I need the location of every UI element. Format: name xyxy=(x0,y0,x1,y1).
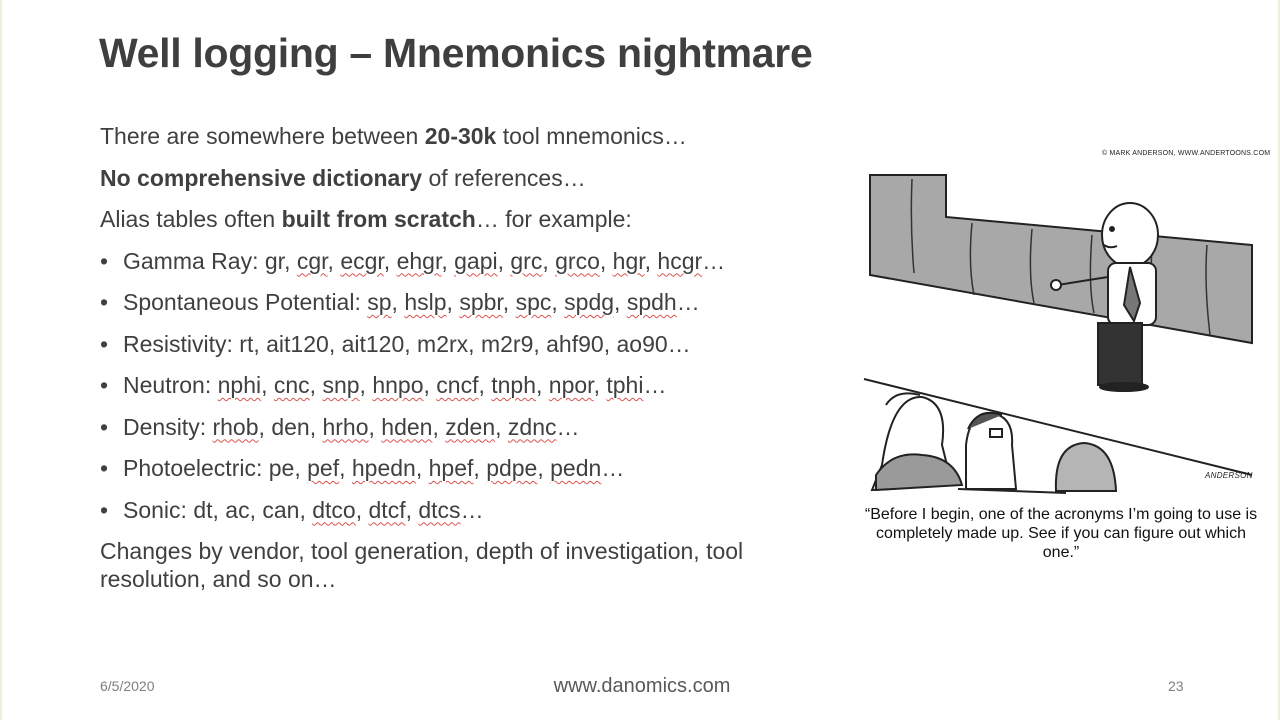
slide-body xyxy=(100,116,820,593)
mnemonic-term: sp xyxy=(367,289,392,315)
cartoon-wall xyxy=(870,175,1252,343)
mnemonic-term: m2r9 xyxy=(480,330,534,357)
mnemonic-term: zdnc xyxy=(507,413,557,440)
mnemonic-term: grc xyxy=(510,247,543,274)
mnemonic-item: • Neutron: nphi, cnc, snp, hnpo, cncf, tnph, npor, tphi… xyxy=(100,365,820,407)
intro-text: of references… xyxy=(422,164,586,191)
mnemonic-term: can xyxy=(262,496,300,523)
footer-date: 6/5/2020 xyxy=(100,678,155,694)
cartoon-caption: “Before I begin, one of the acronyms I’m going to use is completely made up. See if you can figure out which one.” xyxy=(864,506,1258,561)
mnemonic-term: hden xyxy=(381,413,433,440)
cartoon-signature: ANDERSON xyxy=(1205,471,1253,480)
mnemonic-term: dtco xyxy=(312,496,356,523)
intro-line-2 xyxy=(100,158,820,200)
mnemonic-term: hslp xyxy=(404,289,447,315)
intro-text: Alias tables often xyxy=(100,206,282,232)
intro-bold: built from scratch xyxy=(281,206,476,232)
mnemonic-term: ao90 xyxy=(616,330,668,357)
mnemonic-term: gr xyxy=(264,247,285,274)
mnemonic-term: zden xyxy=(445,413,496,440)
slide-title: Well logging – Mnemonics nightmare xyxy=(99,30,813,76)
mnemonic-term: spc xyxy=(515,289,552,315)
mnemonic-item: • Spontaneous Potential: sp, hslp, spbr, spc, spdg, spdh… xyxy=(100,282,820,324)
mnemonic-term: rhob xyxy=(212,413,259,440)
mnemonic-term: pe xyxy=(268,455,295,481)
mnemonic-term: m2rx xyxy=(417,330,469,357)
mnemonic-term: ait120 xyxy=(341,330,405,357)
mnemonic-term: dtcf xyxy=(368,496,406,523)
mnemonic-term: dt xyxy=(193,496,213,523)
mnemonic-label: Gamma Ray: xyxy=(123,247,259,274)
mnemonic-label: Spontaneous Potential: xyxy=(123,289,361,315)
intro-bold: 20-30k xyxy=(424,123,497,149)
mnemonic-item: • Sonic: dt, ac, can, dtco, dtcf, dtcs… xyxy=(100,490,820,532)
intro-text: tool mnemonics… xyxy=(496,123,687,149)
mnemonic-term: ehgr xyxy=(396,247,442,274)
mnemonic-term: hnpo xyxy=(372,372,424,398)
mnemonic-term: rt xyxy=(239,330,254,357)
mnemonic-term: cgr xyxy=(296,247,328,274)
mnemonic-term: hcgr xyxy=(657,247,703,274)
mnemonic-item: • Resistivity: rt, ait120, ait120, m2rx, m2r9, ahf90, ao90… xyxy=(100,324,820,366)
page-number: 23 xyxy=(1168,678,1184,694)
mnemonic-term: spbr xyxy=(459,289,503,315)
mnemonic-term: pedn xyxy=(550,455,602,481)
mnemonic-label: Density: xyxy=(123,413,207,440)
mnemonic-label: Neutron: xyxy=(123,372,212,398)
intro-line-3 xyxy=(100,199,820,241)
mnemonic-term: dtcs xyxy=(418,496,461,523)
mnemonic-term: ahf90 xyxy=(546,330,604,357)
mnemonic-item: • Photoelectric: pe, pef, hpedn, hpef, pdpe, pedn… xyxy=(100,448,820,490)
mnemonic-label: Resistivity: xyxy=(123,330,233,357)
mnemonic-item: • Density: rhob, den, hrho, hden, zden, zdnc… xyxy=(100,407,820,449)
mnemonic-list xyxy=(100,241,820,532)
mnemonic-term: hpedn xyxy=(351,455,416,481)
mnemonic-term: spdh xyxy=(626,289,677,315)
mnemonic-term: hpef xyxy=(428,455,474,481)
mnemonic-term: pdpe xyxy=(486,455,538,481)
mnemonic-term: grco xyxy=(555,247,600,274)
footer-url: www.danomics.com xyxy=(553,675,731,697)
mnemonic-term: pef xyxy=(307,455,340,481)
mnemonic-term: ait120 xyxy=(266,330,329,357)
mnemonic-term: tphi xyxy=(606,372,644,398)
mnemonic-term: nphi xyxy=(217,372,262,398)
intro-text: … for example: xyxy=(475,206,632,232)
mnemonic-label: Sonic: xyxy=(123,496,187,523)
mnemonic-term: ac xyxy=(225,496,250,523)
cartoon-copyright: © MARK ANDERSON, WWW.ANDERTOONS.COM xyxy=(1102,150,1271,157)
mnemonic-term: ecgr xyxy=(340,247,384,274)
mnemonic-term: hrho xyxy=(322,413,369,440)
mnemonic-term: spdg xyxy=(564,289,615,315)
mnemonic-term: hgr xyxy=(612,247,645,274)
mnemonic-term: snp xyxy=(322,372,360,398)
mnemonic-term: cnc xyxy=(273,372,310,398)
mnemonic-term: den xyxy=(271,413,310,440)
intro-line-1 xyxy=(100,116,820,158)
cartoon-audience xyxy=(872,393,1116,493)
intro-text: There are somewhere between xyxy=(100,123,425,149)
intro-bold: No comprehensive dictionary xyxy=(100,164,423,191)
mnemonic-term: gapi xyxy=(454,247,498,274)
mnemonic-term: tnph xyxy=(491,372,537,398)
outro-text: Changes by vendor, tool generation, depth of investigation, tool resolution, and so on… xyxy=(100,538,744,592)
mnemonic-term: cncf xyxy=(436,372,479,398)
mnemonic-item: • Gamma Ray: gr, cgr, ecgr, ehgr, gapi, grc, grco, hgr, hcgr… xyxy=(100,241,820,283)
cartoon-illustration xyxy=(862,145,1264,500)
mnemonic-term: npor xyxy=(548,372,594,398)
mnemonic-label: Photoelectric: xyxy=(123,455,263,481)
